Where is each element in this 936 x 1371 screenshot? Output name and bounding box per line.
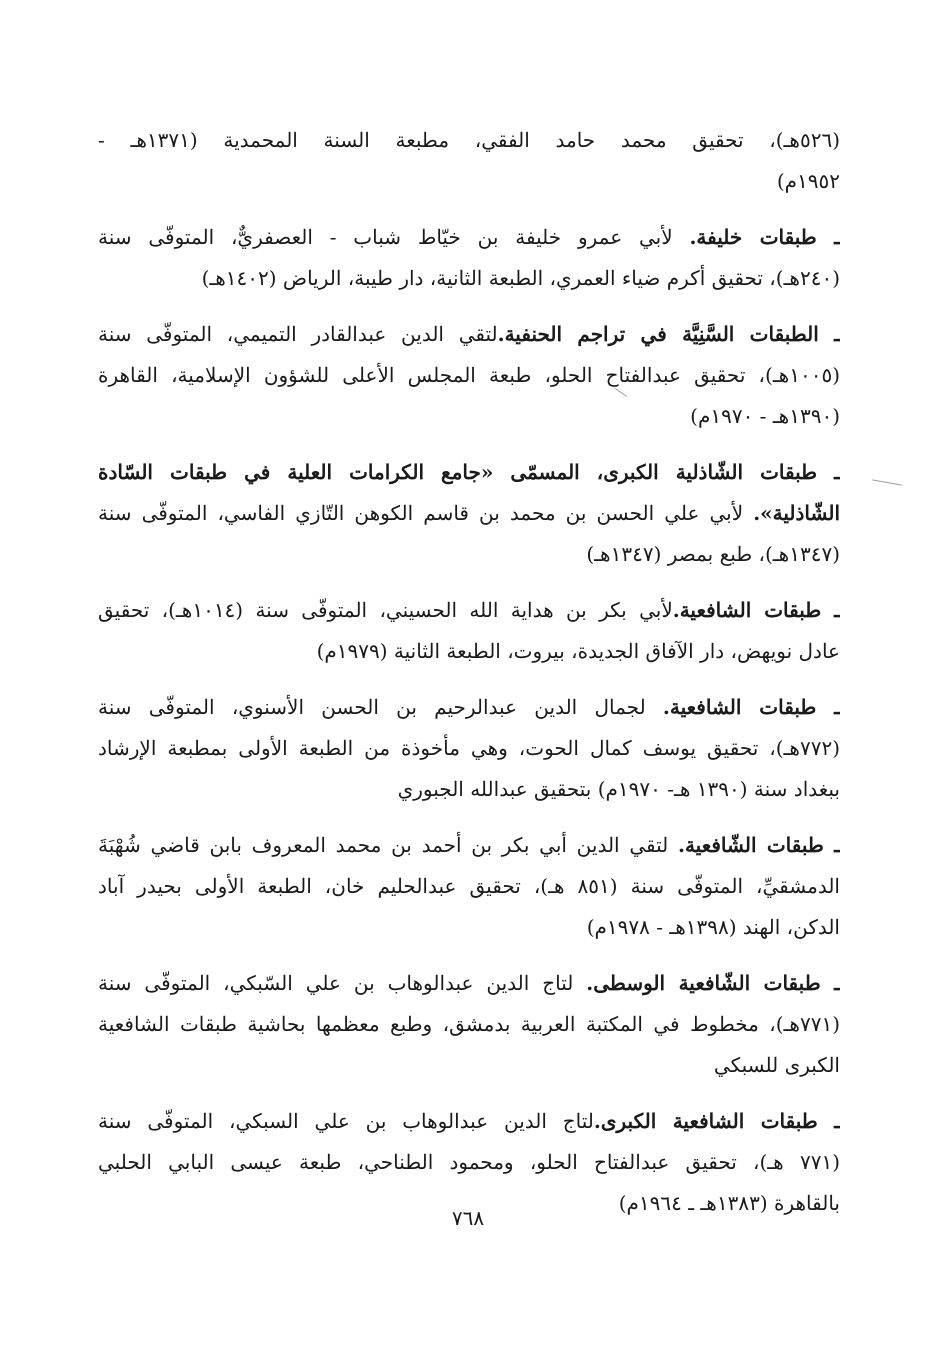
entry-line: ببغداد سنة (١٣٩٠ هـ- ١٩٧٠م) بتحقيق عبدالله الجبوري xyxy=(397,777,840,801)
entry-text: لأبي علي الحسن بن محمد بن قاسم الكوهن التّازي الفاسي، المتوفّى سنة xyxy=(98,501,754,525)
entry-line xyxy=(98,314,840,355)
entry-line: (٧٧١هـ)، مخطوط في المكتبة العربية بدمشق، وطبع معظمها بحاشية طبقات الشافعية xyxy=(98,1012,840,1036)
entry-line: (١٠٠٥هـ)، تحقيق عبدالفتاح الحلو، طبعة المجلس الأعلى للشؤون الإسلامية، القاهرة xyxy=(98,363,840,387)
entry-title: ـ طبقات الشافعية. xyxy=(662,695,840,719)
bibliography-entry xyxy=(98,452,840,575)
entry-line xyxy=(98,963,840,1004)
entry-line xyxy=(98,590,840,631)
entry-title: ـ طبقات الشّاذلية الكبرى، المسمّى «جامع الكرامات العلية في طبقات السّادة xyxy=(98,460,840,484)
entry-line xyxy=(98,217,840,258)
entry-line xyxy=(98,825,840,866)
bibliography-entry xyxy=(98,120,840,202)
entry-line: (١٣٤٧هـ)، طبع بمصر (١٣٤٧هـ) xyxy=(586,542,840,566)
entry-line: الكبرى للسبكي xyxy=(713,1053,840,1077)
page-number: ٧٦٨ xyxy=(451,1206,485,1230)
entry-title: ـ طبقات الشافعية. xyxy=(672,598,840,622)
entry-line: ١٩٥٢م) xyxy=(776,169,840,193)
entry-title: ـ الطبقات السَّنِيَّة في تراجم الحنفية. xyxy=(497,322,840,346)
entry-line: (١٣٩٠هـ - ١٩٧٠م) xyxy=(690,404,840,428)
entry-line xyxy=(98,452,840,493)
entry-line: (٥٢٦هـ)، تحقيق محمد حامد الفقي، مطبعة السنة المحمدية (١٣٧١هـ - xyxy=(98,128,840,152)
entry-line xyxy=(98,687,840,728)
bibliography-entry xyxy=(98,825,840,948)
entry-title-continued: الشّاذلية». xyxy=(753,501,840,525)
entry-line xyxy=(98,1101,840,1142)
entry-title: ـ طبقات الشافعية الكبرى. xyxy=(593,1109,840,1133)
entry-text: لأبي عمرو خليفة بن خيّاط شباب - العصفريٌّ، المتوفّى سنة xyxy=(98,225,690,249)
page-body xyxy=(98,120,840,1239)
scan-mark xyxy=(872,479,902,485)
bibliography-entry xyxy=(98,314,840,437)
entry-title: ـ طبقات خليفة. xyxy=(689,225,840,249)
entry-text: لأبي بكر بن هداية الله الحسيني، المتوفّى سنة (١٠١٤هـ)، تحقيق xyxy=(98,598,673,622)
entry-title: ـ طبقات الشّافعية الوسطى. xyxy=(586,971,840,995)
entry-line: الدمشقيِّ، المتوفّى سنة (٨٥١ هـ)، تحقيق عبدالحليم خان، الطبعة الأولى بحيدر آباد xyxy=(98,874,840,898)
bibliography-entry xyxy=(98,590,840,672)
entry-line: عادل نويهض، دار الآفاق الجديدة، بيروت، الطبعة الثانية (١٩٧٩م) xyxy=(316,639,840,663)
entry-line: الدكن، الهند (١٣٩٨هـ - ١٩٧٨م) xyxy=(586,915,840,939)
entry-line: (٢٤٠هـ)، تحقيق أكرم ضياء العمري، الطبعة الثانية، دار طيبة، الرياض (١٤٠٢هـ) xyxy=(201,266,840,290)
entry-line: (٧٧١ هـ)، تحقيق عبدالفتاح الحلو، ومحمود الطناحي، طبعة عيسى البابي الحلبي xyxy=(98,1150,840,1174)
entry-text: لتاج الدين عبدالوهاب بن علي السبكي، المتوفّى سنة xyxy=(98,1109,594,1133)
entry-text: لتاج الدين عبدالوهاب بن علي السّبكي، المتوفّى سنة xyxy=(98,971,587,995)
entry-line: بالقاهرة (١٣٨٣هـ ـ ١٩٦٤م) xyxy=(618,1191,840,1215)
bibliography-entry xyxy=(98,687,840,810)
entry-title: ـ طبقات الشّافعية. xyxy=(677,833,840,857)
entry-text: لجمال الدين عبدالرحيم بن الحسن الأسنوي، المتوفّى سنة xyxy=(98,695,663,719)
entry-text: لتقي الدين أبي بكر بن أحمد بن محمد المعروف بابن قاضي شُهْبَةَ xyxy=(98,833,678,857)
entry-line xyxy=(98,493,840,534)
entry-text: لتقي الدين عبدالقادر التميمي، المتوفّى سنة xyxy=(98,322,498,346)
bibliography-entry xyxy=(98,963,840,1086)
entry-line: (٧٧٢هـ)، تحقيق يوسف كمال الحوت، وهي مأخوذة من الطبعة الأولى بمطبعة الإرشاد xyxy=(98,736,840,760)
bibliography-entry xyxy=(98,217,840,299)
